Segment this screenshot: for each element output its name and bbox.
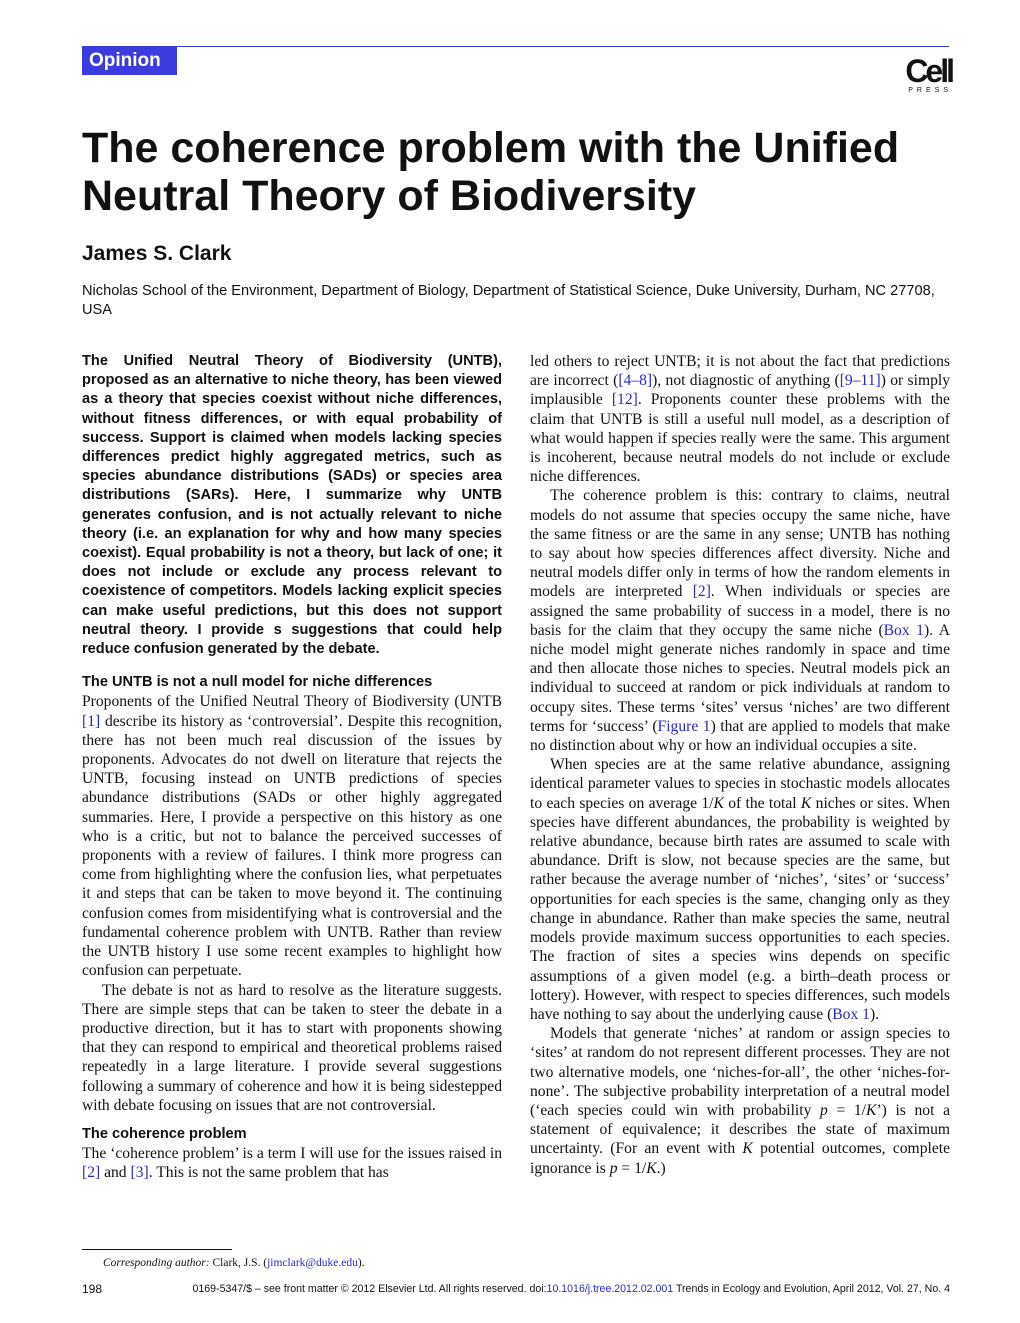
article-title: The coherence problem with the Unified Neutral Theory of Biodiversity xyxy=(82,124,900,220)
right-column xyxy=(530,352,950,1178)
paragraph: Proponents of the Unified Neutral Theory of Biodiversity (UNTB [1] describe its history as ‘controversial’. Despite this recognition, there has not been much real discussion of the issues by proponents. Advocates do not dwell on literature that rejects the UNTB, focusing instead on UNTB predictions of species abundance distributions (SADs or other highly aggregated summaries. Here, I provide a perspective on this history as one who is a critic, but not to balance the perceived successes of proponents with a review of failures. I think more progress can come from highlighting where the confusion lies, what perpetuates it and steps that can be taken to move beyond it. The continuing confusion comes from misidentifying what is controversial and the fundamental coherence problem with UNTB. Rather than review the UNTB history I use some recent examples to highlight how confusion can perpetuate. xyxy=(82,693,502,980)
citation-link[interactable]: [4–8] xyxy=(618,372,653,390)
paragraph: Models that generate ‘niches’ at random or assign species to ‘sites’ at random do not represent different processes. They are not two alternative models, one ‘niches-for-all’, the other ‘niches-for-none’. The subjective probability interpretation of a neutral model (‘each species could win with probability p = 1/K’) is not a statement of equivalence; it describes the state of maximum uncertainty. (For an event with K potential outcomes, complete ignorance is p = 1/K.) xyxy=(530,1025,950,1177)
page-number: 198 xyxy=(82,1282,103,1296)
header-rule xyxy=(82,46,949,47)
logo-word: Cell xyxy=(905,53,952,89)
email-link[interactable]: jimclark@duke.edu xyxy=(267,1257,358,1269)
author-affiliation: Nicholas School of the Environment, Department of Biology, Department of Statistical Science, Duke University, Durham, NC 27708, USA xyxy=(82,283,935,318)
left-column xyxy=(82,352,502,1183)
figure-link[interactable]: Figure 1 xyxy=(657,717,711,735)
citation-link[interactable]: [2] xyxy=(82,1164,101,1182)
citation-link[interactable]: [9–11] xyxy=(839,372,881,390)
journal-footer: 0169-5347/$ – see front matter © 2012 Elsevier Ltd. All rights reserved. doi:10.1016/j.tree.2012.02.001 Trends in Ecology and Evolution, April 2012, Vol. 27, No. 4 xyxy=(192,1283,950,1295)
paragraph: The ‘coherence problem’ is a term I will use for the issues raised in [2] and [3]. This is not the same problem that has xyxy=(82,1145,502,1182)
paragraph: led others to reject UNTB; it is not about the fact that predictions are incorrect ([4–8]), not diagnostic of anything ([9–11]) or simply implausible [12]. Proponents counter these problems with the claim that UNTB is still a useful null model, as a description of what would happen if species really were the same. This argument is incoherent, because neutral models do not include or exclude niche differences. xyxy=(530,353,951,486)
logo-sub: PRESS xyxy=(908,87,952,94)
section-label: Opinion xyxy=(82,46,177,75)
citation-link[interactable]: [1] xyxy=(82,712,101,730)
doi-link[interactable]: 10.1016/j.tree.2012.02.001 xyxy=(546,1283,674,1295)
corresponding-author-note: Corresponding author: Clark, J.S. (jimclark@duke.edu). xyxy=(103,1257,365,1269)
paragraph: The debate is not as hard to resolve as the literature suggests. There are simple steps that can be taken to steer the debate in a productive direction, but it has to start with proponents showing that they can respond to empirical and theoretical problems raised repeatedly in a large literature. I provide several suggestions following a summary of coherence and how it is being sidestepped with debate focusing on issues that are not controversial. xyxy=(82,981,502,1114)
section-heading-null-model: The UNTB is not a null model for niche differences xyxy=(82,674,433,691)
citation-link[interactable]: [3] xyxy=(130,1164,149,1182)
cell-press-logo xyxy=(890,53,952,96)
paragraph: The coherence problem is this: contrary to claims, neutral models do not assume that species occupy the same niche, have the same fitness or are the same in any sense; UNTB has nothing to say about how species differences affect diversity. Niche and neutral models differ only in terms of how the random elements in models are interpreted [2]. When individuals or species are assigned the same probability of success in a model, there is no basis for the claim that they occupy the same niche (Box 1). A niche model might generate niches randomly in space and time and then allocate those niches to species. Neutral models pick an individual to succeed at random or pick individuals at random to occupy sites. These terms ‘sites’ versus ‘niches’ are two different terms for ‘success’ (Figure 1) that are applied to models that make no distinction about why or how an individual occupies a site. xyxy=(530,487,951,755)
citation-link[interactable]: [12] xyxy=(611,391,638,409)
box-link[interactable]: Box 1 xyxy=(883,621,924,639)
citation-link[interactable]: [2] xyxy=(692,583,711,601)
abstract: The Unified Neutral Theory of Biodiversity (UNTB), proposed as an alternative to niche theory, has been viewed as a theory that species coexist without niche differences, without fitness differences, or with equal probability of success. Support is claimed when models lacking species differences predict highly aggregated metrics, such as species abundance distributions (SADs) or species area distributions (SARs). Here, I summarize why UNTB generates confusion, and is not actually relevant to niche theory (i.e. an explanation for why and how many species coexist). Equal probability is not a theory, but lack of one; it does not include or exclude any process relevant to coexistence of competitors. Models lacking explicit species can make useful predictions, but this does not support neutral theory. I provide s suggestions that could help reduce confusion generated by the debate. xyxy=(82,353,502,658)
article-author: James S. Clark xyxy=(82,242,232,265)
section-heading-coherence: The coherence problem xyxy=(82,1125,247,1142)
footnote-rule xyxy=(82,1249,232,1250)
paragraph: When species are at the same relative abundance, assigning identical parameter values to species in stochastic models allocates to each species on average 1/K of the total K niches or sites. When species have different abundances, the probability is weighted by relative abundance, because birth rates are assumed to scale with abundance. Drift is slow, not because species are the same, but rather because the average number of ‘niches’, ‘sites’ or ‘success’ opportunities for each species is the same, changing only as they change in abundance. Rather than make species the same, neutral models provide maximum success opportunities to each species. The fraction of sites a species wins depends on specific assumptions of a given model (e.g. a birth–death process or lottery). However, with respect to species differences, such models have nothing to say about the underlying cause (Box 1). xyxy=(530,756,950,1023)
box-link[interactable]: Box 1 xyxy=(832,1005,870,1023)
